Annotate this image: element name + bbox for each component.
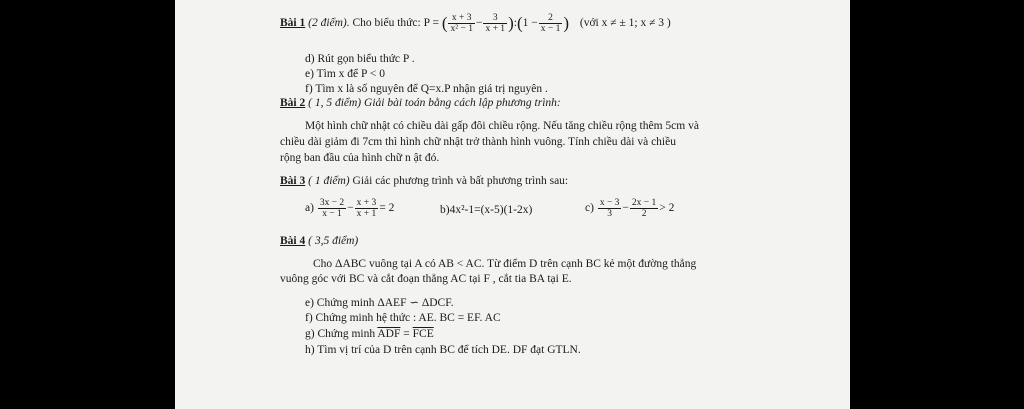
angle-fce: $\overline{FCE}$ xyxy=(412,328,434,340)
bai1-one-minus: 1 − xyxy=(522,17,538,30)
paren-close: ) xyxy=(508,13,514,33)
bai2-body-line-2: chiều dài giảm đi 7cm thì hình chữ nhật trở thành hình vuông. Tính chiều dài và chiều xyxy=(280,136,676,148)
bai3-c-fraction-1: $\frac{x - 3}{3}$ xyxy=(599,198,620,219)
bai2-body-line-1: Một hình chữ nhật có chiều dài gấp đôi chiều rộng. Nếu tăng chiều rộng thêm 5cm và xyxy=(305,120,699,132)
angle-adf: $\overline{ADF}$ xyxy=(377,328,401,340)
bai4-title: Bài 4 xyxy=(280,235,306,247)
bai3-a-fraction-2: $\frac{x + 3}{x + 1}$ xyxy=(356,198,377,219)
bai3-a-rhs: = 2 xyxy=(379,202,395,215)
bai2-body-line-3: rộng ban đầu của hình chữ n ật đó. xyxy=(280,152,440,164)
bai3-instruction: Giải các phương trình và bất phương trình sau: xyxy=(349,175,569,187)
bai2-title: Bài 2 xyxy=(280,97,306,109)
bai3-a-minus: − xyxy=(347,202,354,215)
bai4-body-line-1: Cho ΔABC vuông tại A có AB < AC. Từ điểm D trên cạnh BC kẻ một đường thẳng xyxy=(313,258,697,270)
bai1-condition: (với x ≠ ± 1; x ≠ 3 ) xyxy=(579,17,671,30)
bai3-a-label: a) xyxy=(305,202,314,215)
bai4-item-e: e) Chứng minh ΔAEF ∽ ΔDCF. xyxy=(305,297,454,309)
bai1-header xyxy=(280,13,671,34)
bai1-intro: Cho biểu thức: xyxy=(349,17,421,30)
document-page xyxy=(175,0,850,409)
bai2-points: ( 1, 5 điểm) xyxy=(305,97,362,109)
bai2-header xyxy=(280,96,561,110)
bai3-eq-a xyxy=(305,198,394,219)
bai4-item-g-prefix: g) Chứng minh xyxy=(305,328,378,340)
bai1-points: (2 điểm). xyxy=(305,17,350,30)
bai3-points: ( 1 điểm) xyxy=(305,175,350,187)
bai3-a-fraction-1: $\frac{3x - 2}{x - 1}$ xyxy=(319,198,345,219)
bai4-item-g-eq: = xyxy=(400,328,413,340)
paren-open: ( xyxy=(441,13,448,33)
bai1-item-e: e) Tìm x để P < 0 xyxy=(305,68,385,80)
bai1-minus: − xyxy=(475,17,483,30)
bai1-item-d: d) Rút gọn biểu thức P . xyxy=(305,53,415,65)
bai1-fraction-2: $\frac{3}{x + 1}$ xyxy=(485,13,506,34)
bai3-eq-b: b)4x²-1=(x-5)(1-2x) xyxy=(440,204,533,216)
bai3-c-minus: − xyxy=(622,202,629,215)
bai3-title: Bài 3 xyxy=(280,175,306,187)
bai1-item-f: f) Tìm x là số nguyên để Q=x.P nhận giá trị nguyên . xyxy=(305,83,548,95)
bai4-item-f: f) Chứng minh hệ thức : AE. BC = EF. AC xyxy=(305,312,501,324)
bai4-points: ( 3,5 điểm) xyxy=(305,235,359,247)
paren-open-2: ( xyxy=(516,13,523,33)
bai1-fraction-3: $\frac{2}{x - 1}$ xyxy=(540,13,561,34)
bai3-c-rhs: > 2 xyxy=(659,202,675,215)
bai1-fraction-1: $\frac{x + 3}{\text{x² − 1}}$ xyxy=(450,13,473,34)
bai3-header xyxy=(280,174,568,188)
bai4-item-h: h) Tìm vị trí của D trên cạnh BC để tích DE. DF đạt GTLN. xyxy=(305,344,581,356)
bai4-header xyxy=(280,234,358,248)
bai3-c-fraction-2: $\frac{2x - 1}{2}$ xyxy=(631,198,657,219)
bai3-c-label: c) xyxy=(585,202,594,215)
paren-close-2: ) xyxy=(563,13,570,33)
bai1-title: Bài 1 xyxy=(280,17,306,30)
bai4-item-g xyxy=(305,327,434,341)
bai1-p-label: P = xyxy=(423,17,439,30)
bai4-body-line-2: vuông góc với BC và cắt đoạn thẳng AC tại F , cắt tia BA tại E. xyxy=(280,273,572,285)
bai2-instruction: Giải bài toán bằng cách lập phương trình: xyxy=(361,97,561,109)
bai3-eq-c xyxy=(585,198,674,219)
bai1-colon: : xyxy=(513,17,517,30)
